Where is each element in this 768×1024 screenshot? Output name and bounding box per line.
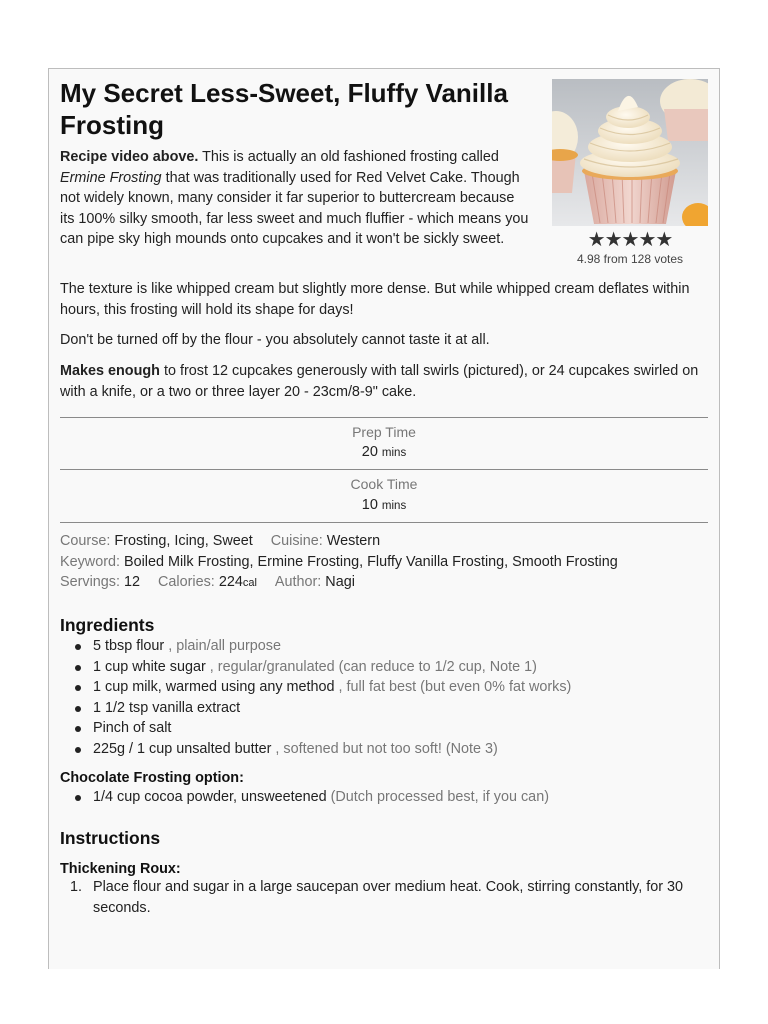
step-text: Place flour and sugar in a large saucepan over medium heat. Cook, stirring constantly, for 30 seconds. <box>93 879 684 916</box>
recipe-photo <box>552 79 708 226</box>
chocolate-option-heading: Chocolate Frosting option: <box>60 770 244 786</box>
prep-time-value <box>60 444 708 460</box>
cook-time-unit: mins <box>381 500 407 512</box>
recipe-title: My Secret Less-Sweet, Fluffy Vanilla Frosting <box>60 78 508 140</box>
flour-paragraph: Don't be turned off by the flour - you absolutely cannot taste it at all. <box>60 332 490 348</box>
intro-italic: Ermine Frosting <box>60 169 162 186</box>
ingredient-note: , softened but not too soft! (Note 3) <box>271 740 498 757</box>
yield-paragraph <box>60 361 708 402</box>
divider <box>60 417 708 418</box>
ingredient-name: 5 tbsp flour <box>93 638 165 654</box>
servings-value[interactable]: 12 <box>124 574 141 590</box>
ingredient-name: 1 cup milk, warmed using any method <box>93 679 335 695</box>
prep-time-number: 20 <box>361 444 378 460</box>
star-icon[interactable]: ★ <box>604 229 622 251</box>
cook-time-label: Cook Time <box>350 476 418 492</box>
ingredient-name: 1 1/2 tsp vanilla extract <box>93 699 241 716</box>
course-label: Course: <box>60 533 111 549</box>
ingredient-item[interactable] <box>60 698 708 719</box>
yield-text: to frost 12 cupcakes generously with tall swirls (pictured), or 24 cupcakes swirled on with a knife, or a two or three layer 20 - 23cm/8-9" cake. <box>60 363 699 400</box>
star-icon[interactable]: ★ <box>638 229 656 251</box>
ingredient-note: , plain/all purpose <box>164 638 282 654</box>
ingredients-heading: Ingredients <box>60 615 155 635</box>
ingredient-note: (Dutch processed best, if you can) <box>326 789 549 805</box>
rating-votes: 4.98 from 128 votes <box>576 252 684 266</box>
recipe-card <box>48 68 720 969</box>
intro-bold: Recipe video above. <box>60 149 199 165</box>
rating-stars[interactable] <box>552 230 708 250</box>
instructions-heading: Instructions <box>60 828 161 848</box>
prep-time-unit: mins <box>381 447 407 459</box>
divider <box>60 469 708 470</box>
ingredient-item[interactable] <box>60 718 708 739</box>
ingredient-item[interactable] <box>60 677 708 698</box>
keyword-value: Boiled Milk Frosting, Ermine Frosting, Fluffy Vanilla Frosting, Smooth Frosting <box>124 554 618 570</box>
cook-time-value <box>60 497 708 513</box>
cuisine-value[interactable]: Western <box>326 533 381 549</box>
chocolate-ingredients-list <box>60 787 708 808</box>
intro-text-1: This is actually an old fashioned frosting called <box>198 149 499 165</box>
servings-label: Servings: <box>60 574 120 590</box>
calories-value: 224 <box>218 574 243 590</box>
ingredient-item[interactable] <box>60 636 708 657</box>
meta-course-cuisine <box>60 531 380 552</box>
ingredient-item[interactable] <box>60 739 708 760</box>
ingredient-item[interactable] <box>60 657 708 678</box>
calories-label: Calories: <box>158 574 215 590</box>
step-number: 1. <box>70 879 83 895</box>
instructions-list <box>60 877 708 919</box>
ingredient-name: 225g / 1 cup unsalted butter <box>93 740 272 757</box>
star-icon[interactable]: ★ <box>587 229 605 251</box>
intro-paragraph <box>60 147 532 250</box>
ingredient-name: 1/4 cup cocoa powder, unsweetened <box>93 789 327 805</box>
ingredient-item[interactable] <box>60 787 708 808</box>
instruction-step <box>60 877 708 919</box>
intro-text-2: that was traditionally used for Red Velvet Cake. Though not widely known, many consider it far superior to buttercream because its 100% silky smooth, far less sweet and much fluffier - which means you can pipe sky high mounds onto cupcakes and it won't be sickly sweet. <box>60 169 529 247</box>
ingredient-note: , regular/granulated (can reduce to 1/2 cup, Note 1) <box>205 658 537 675</box>
texture-paragraph: The texture is like whipped cream but slightly more dense. But while whipped cream deflates within hours, this frosting will hold its shape for days! <box>60 281 690 318</box>
meta-keyword <box>60 552 618 573</box>
divider <box>60 522 708 523</box>
meta-servings-calories-author <box>60 572 355 594</box>
roux-heading: Thickening Roux: <box>60 861 181 877</box>
keyword-label: Keyword: <box>60 554 120 570</box>
prep-time-label: Prep Time <box>352 424 416 440</box>
ingredient-name: Pinch of salt <box>93 720 172 736</box>
ingredients-list <box>60 636 708 759</box>
author-label: Author: <box>274 574 322 590</box>
calories-unit: cal <box>242 577 257 589</box>
star-icon[interactable]: ★ <box>621 229 639 251</box>
ingredient-name: 1 cup white sugar <box>93 658 206 675</box>
yield-bold: Makes enough <box>60 363 160 379</box>
course-value[interactable]: Frosting, Icing, Sweet <box>114 533 253 549</box>
author-value: Nagi <box>325 574 355 590</box>
star-icon[interactable]: ★ <box>655 229 673 251</box>
cupcake-photo-illustration <box>552 79 708 226</box>
cuisine-label: Cuisine: <box>270 533 323 549</box>
ingredient-note: , full fat best (but even 0% fat works) <box>334 679 572 695</box>
cook-time-number: 10 <box>361 497 378 513</box>
